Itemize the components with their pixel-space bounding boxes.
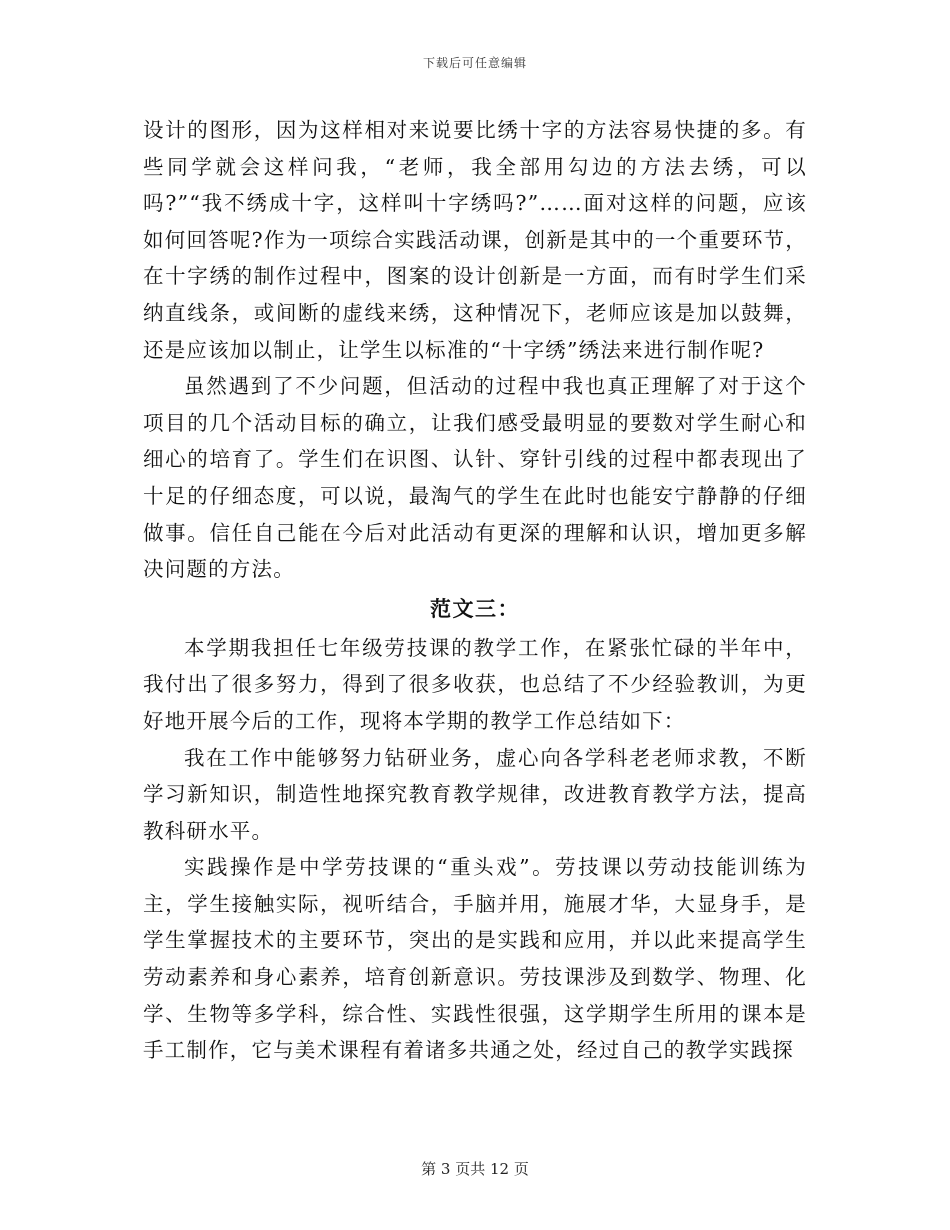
paragraph: 本学期我担任七年级劳技课的教学工作，在紧张忙碌的半年中，我付出了很多努力，得到了很多收获，也总结了不少经验教训，为更好地开展今后的工作，现将本学期的教学工作总结如下： (143, 635, 807, 733)
paragraph: 实践操作是中学劳技课的“重头戏”。劳技课以劳动技能训练为主，学生接触实际，视听结合，手脑并用，施展才华，大显身手，是学生掌握技术的主要环节，突出的是实践和应用，并以此来提高学生劳动素养和身心素养，培育创新意识。劳技课涉及到数学、物理、化学、生物等多学科，综合性、实践性很强，这学期学生所用的课本是手工制作，它与美术课程有着诸多共通之处，经过自己的教学实践探 (143, 855, 807, 1063)
header-note: 下载后可任意编辑 (422, 56, 527, 70)
paragraph-continued: 设计的图形，因为这样相对来说要比绣十字的方法容易快捷的多。有些同学就会这样问我，“老师，我全部用勾边的方法去绣，可以吗?”“我不绣成十字，这样叫十字绣吗?”……面对这样的问题，应该如何回答呢?作为一项综合实践活动课，创新是其中的一个重要环节，在十字绣的制作过程中，图案的设计创新是一方面，而有时学生们采纳直线条，或间断的虚线来绣，这种情况下，老师应该是加以鼓舞，还是应该加以制止，让学生以标准的“十字绣”绣法来进行制作呢? (143, 118, 807, 362)
document-body (143, 112, 807, 1069)
paragraph: 我在工作中能够努力钻研业务，虚心向各学科老老师求教，不断学习新知识，制造性地探究教育教学规律，改进教育教学方法，提高教科研水平。 (143, 745, 807, 843)
section-heading: 范文三： (430, 595, 520, 621)
page-number: 第 3 页共 12 页 (421, 1160, 529, 1178)
paragraph: 虽然遇到了不少问题，但活动的过程中我也真正理解了对于这个项目的几个活动目标的确立，让我们感受最明显的要数对学生耐心和细心的培育了。学生们在识图、认针、穿针引线的过程中都表现出了十足的仔细态度，可以说，最淘气的学生在此时也能安宁静静的仔细做事。信任自己能在今后对此活动有更深的理解和认识，增加更多解决问题的方法。 (143, 374, 807, 582)
